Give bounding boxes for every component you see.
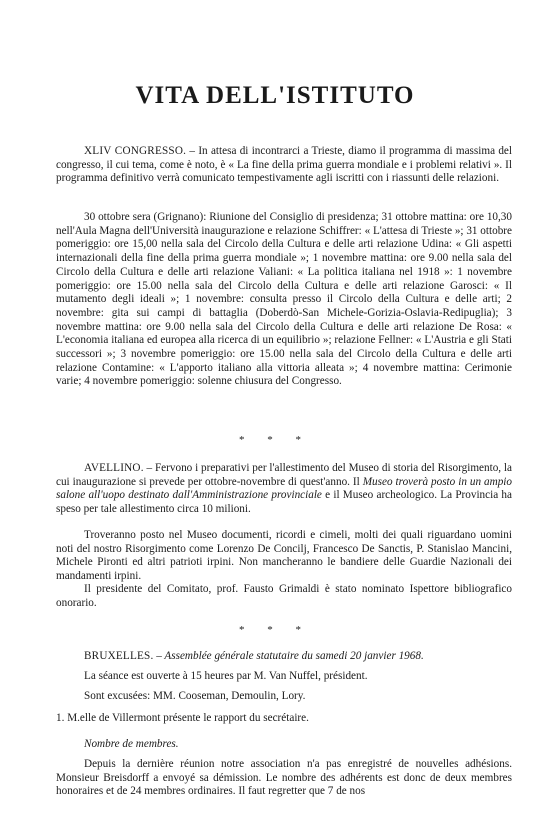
bruxelles-paragraph: Depuis la dernière réunion notre association n'a pas enregistré de nouvelles adhésions. Monsieur Breisdorff a envoyé sa démission. Le nombre des adhérents est donc de deux membres honoraires et de 24 membres ordinaires. Il faut regretter que 7 de nos [56,758,512,798]
avellino-paragraph-1 [56,462,512,517]
bruxelles-line-2: Sont excusées: MM. Cooseman, Demoulin, Lory. [84,690,306,702]
congresso-intro [56,145,512,186]
avellino-label: AVELLINO. [84,462,144,474]
section-separator-1: * * * [239,434,311,446]
section-separator-2: * * * [239,624,311,636]
bruxelles-line-3: 1. M.elle de Villermont présente le rapport du secrétaire. [56,712,309,724]
avellino-p1-italic: Museo troverà posto in un ampio salone all'uopo destinato dall'Amministrazione provinciale [56,475,513,502]
bruxelles-line-1: La séance est ouverte à 15 heures par M. Van Nuffel, président. [84,670,368,682]
congresso-label: XLIV CONGRESSO. [84,145,187,157]
bruxelles-label: BRUXELLES. [84,650,154,662]
bruxelles-subtitle: – Assemblée générale statutaire du samedi 20 janvier 1968. [153,650,424,662]
avellino-paragraph-3: Il presidente del Comitato, prof. Fausto Grimaldi è stato nominato Ispettore bibliografico onorario. [56,583,512,609]
avellino-p1-a: – Fervono i preparativi per l'allestimento del Museo di storia del Risorgimento, la cui inaugurazione si prevede per ottobre-novembre di quest'anno. Il [56,462,512,488]
congresso-intro-text: – In attesa di incontrarci a Trieste, diamo il programma di massima del congresso, il cui tema, come è noto, è « La fine della prima guerra mondiale e i problemi relativi ». Il programma definitivo verrà comunicato tempestivamente agli iscritti con i riassunti delle relazioni. [56,145,513,185]
bruxelles-heading-line [56,650,512,664]
congresso-programma: 30 ottobre sera (Grignano): Riunione del Consiglio di presidenza; 31 ottobre mattina: ore 10,30 nell'Aula Magna dell'Università inaugurazione e relazione Schiffrer: « L'attesa di Trieste »; 31 ottobre pomeriggio: ore 15,00 nella sala del Circolo della Cultura e delle arti relazione Udina: « Gli aspetti internazionali della fine della prima guerra mondiale »; 1 novembre mattina: ore 9.00 nella sala del Circolo della Cultura e delle arti relazione Valiani: « La politica italiana nel 1918 »: 1 novembre pomeriggio: ore 15.00 nella sala del Circolo della Cultura e delle arti relazione Garosci: « Il mutamento degli ideali »; 1 novembre: consulta presso il Circolo della Cultura e delle arti; 2 novembre: gita sui campi di battaglia (Doberdò-San Michele-Gorizia-Oslavia-Redipuglia); 3 novembre mattina: ore 9.00 nella sala del Circolo della Cultura e delle arti relazione De Rosa: « L'economia italiana ed europea alla ricerca di un equilibrio »; relazione Fellner: « L'Austria e gli Stati successori »; 3 novembre pomeriggio: ore 15.00 nella sala del Circolo della Cultura e delle arti relazione Contamine: « L'apporto italiano alla vittoria alleata »; 4 novembre mattina: Cerimonie varie; 4 novembre pomeriggio: solenne chiusura del Congresso. [56,211,512,388]
avellino-p1-b: e il Museo archeologico. La Provincia ha speso per tale allestimento circa 10 milioni. [56,489,512,516]
bruxelles-section-heading: Nombre de membres. [84,738,179,750]
page-title: VITA DELL'ISTITUTO [135,82,415,109]
avellino-paragraph-2: Troveranno posto nel Museo documenti, ricordi e cimeli, molti dei quali riguardano uomini noti del nostro Risorgimento come Lorenzo De Concilj, Francesco De Sanctis, P. Stanislao Mancini, Michele Pironti ed altri patrioti irpini. Non mancheranno le bandiere delle Guardie Nazionali dei mandamenti irpini. [56,529,512,583]
